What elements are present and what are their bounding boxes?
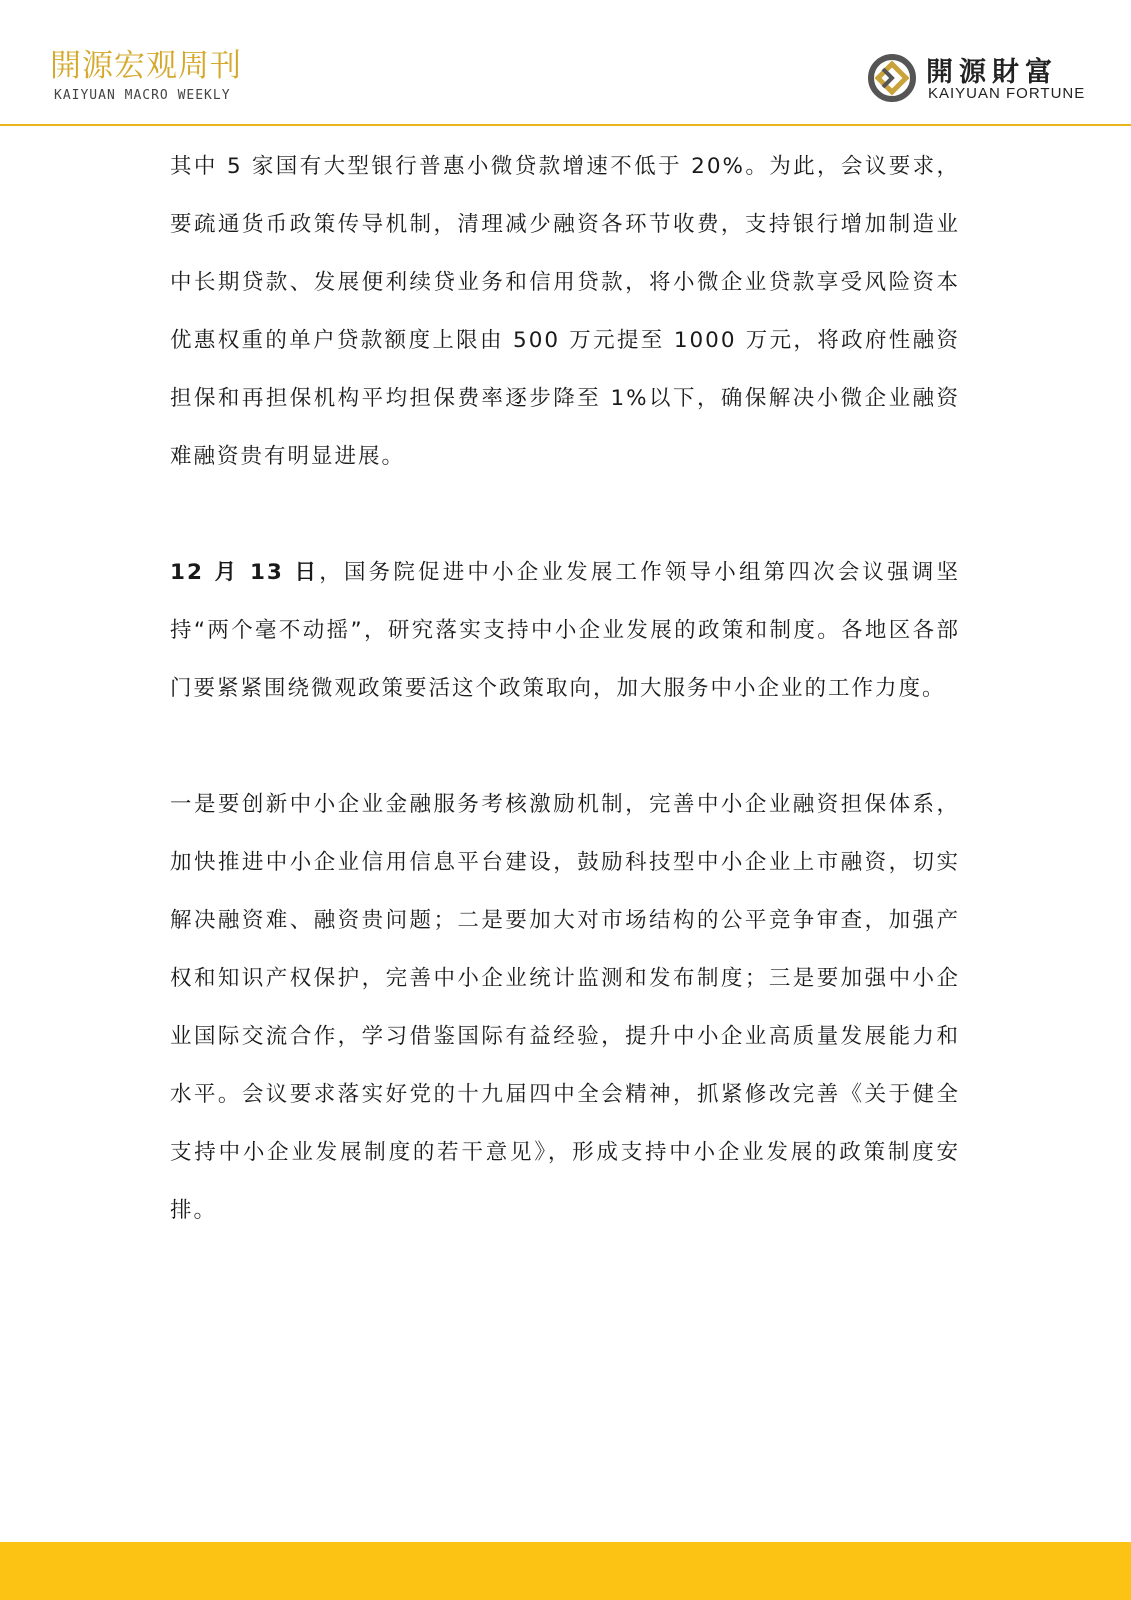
header-divider: [0, 124, 1131, 126]
brand-name-cn: 開源財富: [926, 57, 1058, 88]
page-header: [0, 0, 1131, 124]
footer-bar: [0, 1542, 1131, 1600]
paragraph-loan-policy: 其中 5 家国有大型银行普惠小微贷款增速不低于 20%。为此，会议要求，要疏通货币政策传导机制，清理减少融资各环节收费，支持银行增加制造业中长期贷款、发展便利续贷业务和信用贷款，将小微企业贷款享受风险资本优惠权重的单户贷款额度上限由 500 万元提至 1000 万元，将政府性融资担保和再担保机构平均担保费率逐步降至 1%以下，确保解决小微企业融资难融资贵有明显进展。: [170, 154, 960, 469]
meeting-date: 12 月 13 日: [170, 560, 320, 585]
meeting-text: ，国务院促进中小企业发展工作领导小组第四次会议强调坚持“两个毫不动摇”，研究落实支持中小企业发展的政策和制度。各地区各部门要紧紧围绕微观政策要活这个政策取向，加大服务中小企业的工作力度。: [170, 560, 960, 701]
brand-logo-icon: [866, 52, 918, 104]
brand-name-en: KAIYUAN FORTUNE: [928, 85, 1086, 102]
paragraph-meeting: [170, 544, 960, 718]
paragraph-measures: 一是要创新中小企业金融服务考核激励机制，完善中小企业融资担保体系，加快推进中小企业信用信息平台建设，鼓励科技型中小企业上市融资，切实解决融资难、融资贵问题；二是要加大对市场结构的公平竞争审查，加强产权和知识产权保护，完善中小企业统计监测和发布制度；三是要加强中小企业国际交流合作，学习借鉴国际有益经验，提升中小企业高质量发展能力和水平。会议要求落实好党的十九届四中全会精神，抓紧修改完善《关于健全支持中小企业发展制度的若干意见》，形成支持中小企业发展的政策制度安排。: [170, 792, 960, 1223]
article-body: [170, 138, 960, 1240]
brand-logo: [866, 48, 1096, 108]
publication-subtitle: KAIYUAN MACRO WEEKLY: [54, 88, 231, 103]
publication-title: 開源宏观周刊: [50, 48, 242, 84]
